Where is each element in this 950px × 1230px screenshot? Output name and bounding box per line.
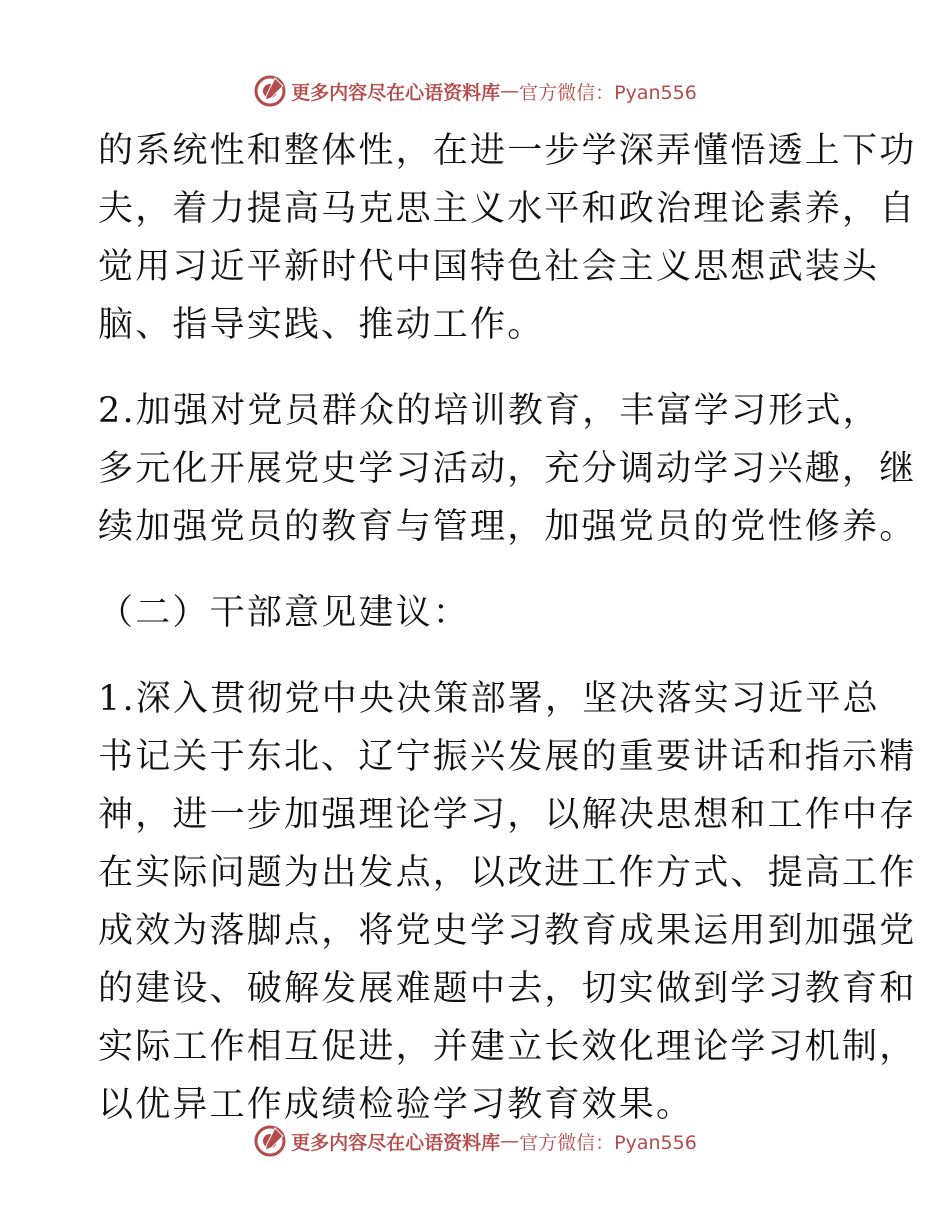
document-body <box>98 122 917 1134</box>
pen-circle-logo-icon <box>253 74 287 108</box>
banner-dash: — <box>500 80 520 102</box>
site-name-text: 更多内容尽在心语资料库 <box>291 1131 501 1154</box>
text-line: 觉用习近平新时代中国特色社会主义思想武装头 <box>98 247 880 287</box>
text-line: 多元化开展党史学习活动，充分调动学习兴趣，继 <box>98 449 917 489</box>
wechat-id-text: 官方微信：Pyan556 <box>519 81 697 104</box>
text-line: 实际工作相互促进，并建立长效化理论学习机制， <box>98 1027 917 1067</box>
site-name-text: 更多内容尽在心语资料库 <box>291 81 501 104</box>
text-line: 的建设、破解发展难题中去，切实做到学习教育和 <box>98 969 917 1009</box>
text-line: 续加强党员的教育与管理，加强党员的党性修养。 <box>98 507 917 547</box>
paragraph-item-2-training <box>98 382 917 556</box>
text-line: 脑、指导实践、推动工作。 <box>98 305 545 345</box>
text-line: 1.深入贯彻党中央决策部署，坚决落实习近平总 <box>98 679 880 719</box>
footer-watermark-banner <box>0 1124 950 1158</box>
text-line: 2.加强对党员群众的培训教育，丰富学习形式， <box>98 391 880 431</box>
banner-dash: — <box>500 1130 520 1152</box>
text-line: 以优异工作成绩检验学习教育效果。 <box>98 1085 694 1125</box>
text-line: 的系统性和整体性，在进一步学深弄懂悟透上下功 <box>98 131 917 171</box>
paragraph-item-1-implementation <box>98 670 917 1134</box>
text-line: 夫，着力提高马克思主义水平和政治理论素养，自 <box>98 189 917 229</box>
wechat-id-text: 官方微信：Pyan556 <box>519 1131 697 1154</box>
paragraph-study-continuation <box>98 122 917 354</box>
pen-circle-logo-icon <box>253 1124 287 1158</box>
text-line: 成效为落脚点，将党史学习教育成果运用到加强党 <box>98 911 917 951</box>
text-line: 书记关于东北、辽宁振兴发展的重要讲话和指示精 <box>98 737 917 777</box>
section-heading: （二）干部意见建议： <box>98 593 471 633</box>
text-line: 在实际问题为出发点，以改进工作方式、提高工作 <box>98 853 917 893</box>
section-heading-cadre-suggestions <box>98 584 858 642</box>
text-line: 神，进一步加强理论学习，以解决思想和工作中存 <box>98 795 917 835</box>
header-watermark-banner <box>0 74 950 108</box>
